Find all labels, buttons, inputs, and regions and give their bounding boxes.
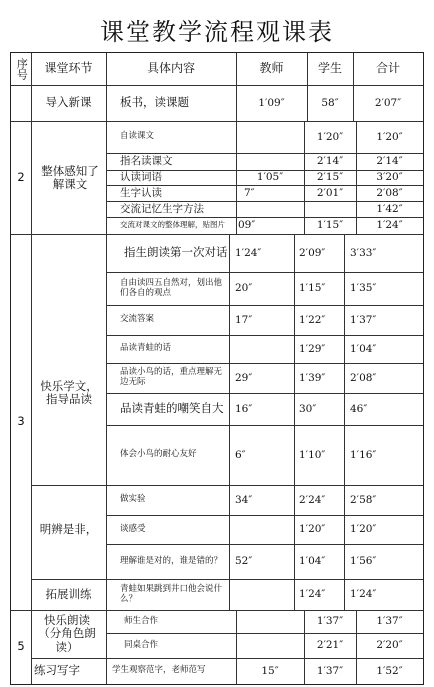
total-cell: 2′08″ xyxy=(350,371,377,384)
section-reading: 快乐学文，指导品读 xyxy=(40,378,98,406)
student-cell: 1′37″ xyxy=(316,615,344,628)
total-cell: 2′20″ xyxy=(376,639,403,652)
section-writing: 练习写字 xyxy=(34,663,80,678)
teacher-cell xyxy=(236,121,304,153)
student-cell: 1′29″ xyxy=(299,342,326,355)
student-cell: 1′04″ xyxy=(299,555,326,568)
total-cell: 1′35″ xyxy=(350,282,377,295)
section-overview: 整体感知了解课文 xyxy=(41,163,99,191)
teacher-cell: 1′09″ xyxy=(258,96,285,109)
observation-table xyxy=(10,52,424,685)
teacher-cell: 7″ xyxy=(244,186,255,199)
header-teacher: 教师 xyxy=(259,61,284,76)
content-cell: 生字认读 xyxy=(120,186,162,199)
student-cell: 2′15″ xyxy=(316,171,344,184)
total-cell: 1′04″ xyxy=(350,342,377,355)
section-extend: 拓展训练 xyxy=(45,586,92,601)
teacher-cell: 29″ xyxy=(235,371,253,384)
content-cell: 指名读课文 xyxy=(120,155,173,168)
teacher-cell: 1′05″ xyxy=(256,171,284,184)
student-cell: 2′09″ xyxy=(299,246,326,259)
teacher-cell xyxy=(236,201,304,217)
page-title: 课堂教学流程观课表 xyxy=(100,18,334,46)
total-cell: 1′16″ xyxy=(350,448,377,461)
total-cell: 2′08″ xyxy=(376,186,403,199)
content-cell: 品读青蛙的话 xyxy=(120,343,172,354)
student-cell: 2′14″ xyxy=(316,155,344,168)
content-cell: 体会小鸟的耐心友好 xyxy=(120,449,197,460)
header-content: 具体内容 xyxy=(146,61,195,76)
teacher-cell: 6″ xyxy=(235,448,246,461)
header-student: 学生 xyxy=(317,61,342,76)
content-cell: 交流对课文的整体理解，贴图片 xyxy=(120,220,225,230)
content-cell: 品读青蛙的嘲笑自大 xyxy=(120,401,224,416)
seq-5: 5 xyxy=(17,639,25,654)
content-cell: 自由读四五自然对，划出他们各自的观点 xyxy=(120,277,223,298)
total-cell: 1′37″ xyxy=(376,615,403,628)
header-total: 合计 xyxy=(375,61,400,76)
header-seq: 序号 xyxy=(15,58,29,80)
content-cell: 交流答案 xyxy=(120,314,155,325)
section-discern: 明辨是非， xyxy=(39,522,98,537)
student-cell: 2′21″ xyxy=(316,639,344,652)
teacher-cell xyxy=(236,610,304,633)
teacher-cell: 52″ xyxy=(235,555,253,568)
content-cell: 学生观察范字，老师范写 xyxy=(112,665,206,676)
student-cell: 1′15″ xyxy=(316,219,344,232)
teacher-cell xyxy=(229,579,294,610)
student-cell: 1′24″ xyxy=(299,588,326,601)
total-cell: 1′20″ xyxy=(376,130,403,143)
student-cell xyxy=(304,201,356,217)
content-cell: 认读词语 xyxy=(120,171,162,184)
header-stage: 课堂环节 xyxy=(44,61,93,76)
teacher-cell: 20″ xyxy=(235,282,253,295)
total-cell: 1′24″ xyxy=(376,219,403,232)
content-cell: 板书，读课题 xyxy=(120,95,189,110)
total-cell: 3′33″ xyxy=(350,246,377,259)
student-cell: 58″ xyxy=(321,96,339,109)
seq-2: 2 xyxy=(17,169,25,184)
content-cell: 做实验 xyxy=(120,494,146,505)
total-cell: 1′56″ xyxy=(350,555,377,568)
teacher-cell xyxy=(229,515,294,544)
seq-3: 3 xyxy=(17,414,25,429)
student-cell: 1′10″ xyxy=(299,448,326,461)
student-cell: 2′01″ xyxy=(316,186,344,199)
student-cell: 1′37″ xyxy=(316,664,344,677)
content-cell: 同桌合作 xyxy=(124,639,159,650)
student-cell: 2′24″ xyxy=(299,493,326,506)
total-cell: 1′52″ xyxy=(376,664,403,677)
student-cell: 30″ xyxy=(299,402,317,415)
teacher-cell xyxy=(236,633,304,658)
section-recite: 快乐朗读（分角色朗读） xyxy=(38,613,96,654)
total-cell: 46″ xyxy=(350,402,368,415)
student-cell: 1′20″ xyxy=(299,523,326,536)
content-cell: 交流记忆生字方法 xyxy=(120,202,204,215)
content-cell: 青蛙如果跳到井口他会说什么？ xyxy=(120,583,223,604)
total-cell: 2′58″ xyxy=(350,493,377,506)
content-cell: 理解谁是对的，谁是错的？ xyxy=(120,555,223,566)
teacher-cell: 1′24″ xyxy=(235,246,262,259)
teacher-cell: 17″ xyxy=(235,313,253,326)
teacher-cell: 34″ xyxy=(235,493,253,506)
student-cell: 1′20″ xyxy=(316,130,344,143)
total-cell: 1′37″ xyxy=(350,313,377,326)
content-cell: 指生朗读第一次对话 xyxy=(124,245,228,260)
student-cell: 1′15″ xyxy=(299,282,326,295)
content-cell: 自读课文 xyxy=(120,131,155,142)
teacher-cell xyxy=(229,335,294,363)
content-cell: 师生合作 xyxy=(124,615,159,626)
total-cell: 2′14″ xyxy=(376,155,403,168)
student-cell: 1′39″ xyxy=(299,371,326,384)
teacher-cell: 09″ xyxy=(238,219,256,232)
total-cell: 1′20″ xyxy=(350,523,377,536)
total-cell: 1′42″ xyxy=(376,202,403,215)
teacher-cell: 15″ xyxy=(261,664,279,677)
content-cell: 品读小鸟的话，重点理解无边无际 xyxy=(120,367,223,387)
content-cell: 谈感受 xyxy=(120,523,146,534)
teacher-cell: 16″ xyxy=(235,402,253,415)
total-cell: 2′07″ xyxy=(374,96,402,109)
student-cell: 1′22″ xyxy=(299,313,326,326)
total-cell: 3′20″ xyxy=(376,171,403,184)
teacher-cell xyxy=(236,153,304,170)
total-cell: 1′24″ xyxy=(350,588,377,601)
section-intro: 导入新课 xyxy=(45,95,92,110)
